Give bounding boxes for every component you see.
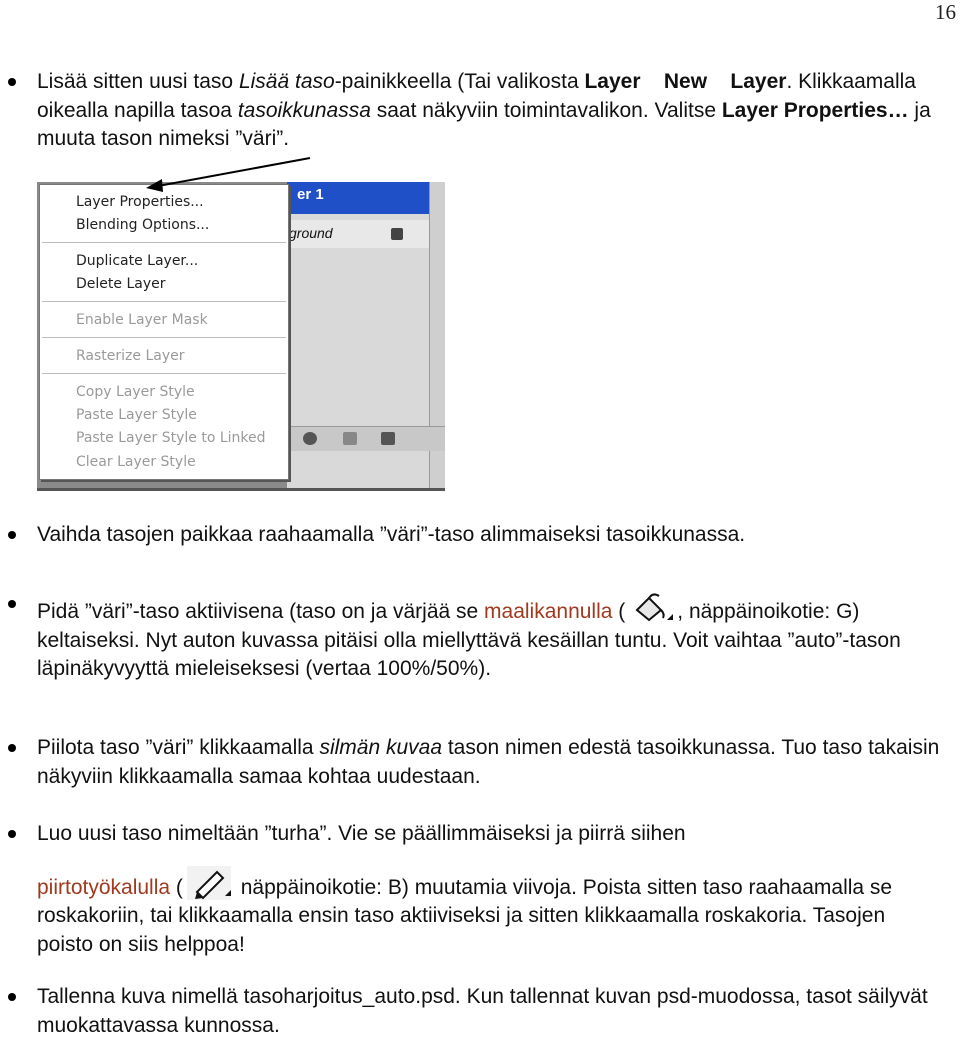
layers-panel-row bbox=[287, 220, 445, 248]
text-run-italic: Lisää taso bbox=[238, 70, 335, 93]
menu-item-paste-layer-style-linked[interactable]: Paste Layer Style to Linked bbox=[76, 430, 266, 446]
text-run: . Klikkaamalla oikealla napilla tasoa bbox=[37, 70, 916, 122]
text-run: ja muuta tason nimeksi ”väri”. bbox=[37, 98, 931, 150]
menu-separator bbox=[42, 337, 286, 338]
menu-name-layer: Layer bbox=[584, 70, 641, 93]
paint-bucket-icon bbox=[629, 590, 673, 624]
bullet-4-text bbox=[37, 734, 942, 791]
text-run: Lisää sitten uusi taso bbox=[37, 70, 239, 93]
menu-separator bbox=[42, 373, 286, 374]
lock-icon bbox=[391, 228, 403, 240]
menu-item-layer-properties[interactable]: Layer Properties... bbox=[76, 194, 204, 210]
new-layer-icon bbox=[343, 432, 357, 445]
menu-item-clear-layer-style[interactable]: Clear Layer Style bbox=[76, 454, 196, 470]
text-run: tason nimen edestä tasoikkunassa. Tuo taso takaisin näkyviin klikkaamalla samaa kohtaa uudestaan. bbox=[37, 736, 940, 788]
text-run: ( bbox=[170, 875, 183, 899]
context-menu bbox=[39, 184, 289, 480]
pencil-tool-link: piirtotyökalulla bbox=[37, 875, 171, 899]
text-run: , näppäinoikotie: G) keltaiseksi. Nyt auton kuvassa pitäisi olla miellyttävä kesäillan tuntu. Voit vaihtaa ”auto”-tason läpinäkyvyyttä mieleiseksesi (vertaa 100%/50%). bbox=[37, 600, 901, 680]
bullet-dot bbox=[8, 531, 16, 539]
text-run: -painikkeella (Tai valikosta bbox=[334, 70, 585, 93]
text-run: saat näkyviin toimintavalikon. Valitse bbox=[370, 98, 722, 122]
bullet-2-text: Vaihda tasojen paikkaa raahaamalla ”väri”-taso alimmaiseksi tasoikkunassa. bbox=[37, 523, 746, 546]
bullet-dot bbox=[8, 744, 16, 752]
text-run: näppäinoikotie: B) muutamia viivoja. Poista sitten taso raahaamalla se roskakoriin, tai klikkaamalla ensin taso aktiiviseksi ja sitten klikkaamalla roskakoria. Tasojen poisto on siis helppoa! bbox=[37, 875, 893, 956]
paint-bucket-link: maalikannulla bbox=[484, 600, 613, 623]
text-run: ( bbox=[612, 600, 626, 623]
panel-row-text: ground bbox=[289, 225, 333, 241]
menu-item-delete-layer[interactable]: Delete Layer bbox=[76, 276, 166, 292]
bullet-dot bbox=[8, 830, 16, 838]
text-run: Pidä ”väri”-taso aktiivisena (taso on ja värjää se bbox=[37, 600, 485, 623]
menu-name-layer-properties: Layer Properties… bbox=[721, 98, 909, 122]
pencil-icon bbox=[187, 866, 231, 900]
menu-item-paste-layer-style[interactable]: Paste Layer Style bbox=[76, 407, 197, 423]
menu-item-duplicate-layer[interactable]: Duplicate Layer... bbox=[76, 253, 199, 269]
text-run: Piilota taso ”väri” klikkaamalla bbox=[37, 736, 320, 759]
trash-icon bbox=[381, 432, 395, 445]
adjustment-icon bbox=[303, 432, 317, 445]
menu-separator bbox=[42, 301, 286, 302]
pointer-arrow bbox=[0, 0, 960, 200]
menu-item-rasterize-layer[interactable]: Rasterize Layer bbox=[76, 348, 185, 364]
layer-menu-screenshot bbox=[37, 182, 445, 491]
menu-item-enable-layer-mask[interactable]: Enable Layer Mask bbox=[76, 312, 208, 328]
bullet-5-text bbox=[37, 820, 942, 959]
menu-name-layer-2: Layer bbox=[730, 70, 787, 93]
menu-name-new: New bbox=[663, 70, 708, 93]
menu-separator bbox=[42, 242, 286, 243]
bullet-3-text bbox=[37, 590, 942, 684]
text-line: Luo uusi taso nimeltään ”turha”. Vie se päällimmäiseksi ja piirrä siihen bbox=[37, 822, 686, 845]
text-run-italic: tasoikkunassa bbox=[237, 98, 371, 122]
bullet-6-text: Tallenna kuva nimellä tasoharjoitus_auto.psd. Kun tallennat kuvan psd-muodossa, tasot säilyvät muokattavassa kunnossa. bbox=[37, 985, 928, 1037]
text-run-italic: silmän kuvaa bbox=[319, 736, 442, 759]
bullet-dot bbox=[8, 600, 16, 608]
menu-item-blending-options[interactable]: Blending Options... bbox=[76, 217, 210, 233]
menu-item-copy-layer-style[interactable]: Copy Layer Style bbox=[76, 384, 195, 400]
bullet-dot bbox=[8, 993, 16, 1001]
panel-title-text: er 1 bbox=[297, 186, 324, 203]
page-number: 16 bbox=[935, 0, 956, 24]
